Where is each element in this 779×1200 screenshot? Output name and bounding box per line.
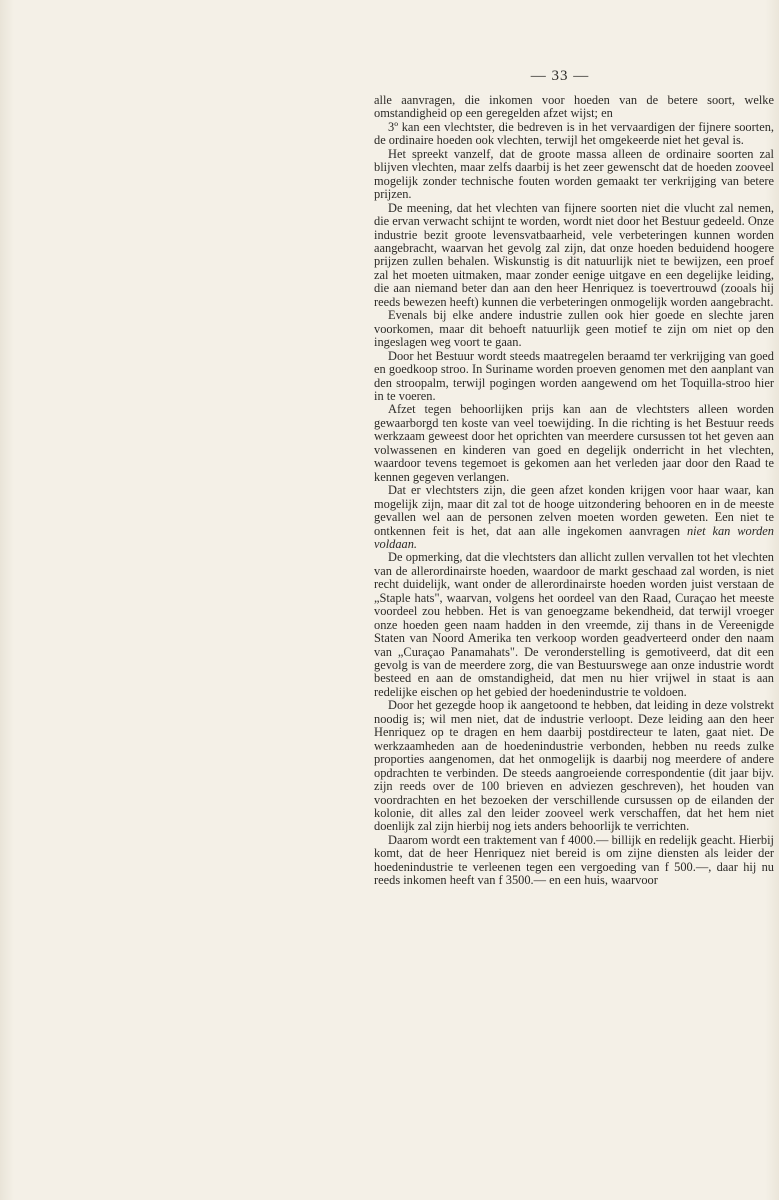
paragraph-9: De opmerking, dat die vlechtsters dan allicht zullen vervallen tot het vlechten van de allerordinairste hoeden, waardoor de markt geschaad zal worden, is niet recht duidelijk, want onder de allerordinairste hoeden worden juist verstaan de „Staple hats", waarvan, volgens het oordeel van den Raad, Curaçao het meeste voordeel zou hebben. Het is van genoegzame bekendheid, dat terwijl vroeger onze hoeden geen naam hadden in den vreemde, zij thans in de Vereenigde Staten van Noord Amerika ten verkoop worden geadverteerd onder den naam van „Curaçao Panamahats". De veronderstelling is gemotiveerd, dat dit een gevolg is van de meerdere zorg, die van Bestuurswege aan onze industrie wordt besteed en aan de omstandigheid, dat men nu hier vrijwel in staat is aan redelijke eischen op het gebied der hoedenindustrie te voldoen. [374,550,774,699]
paragraph-4: De meening, dat het vlechten van fijnere soorten niet die vlucht zal nemen, die ervan verwacht schijnt te worden, wordt niet door het Bestuur gedeeld. Onze industrie bezit groote levensvatbaarheid, vele verbeteringen kunnen worden aangebracht, waarvan het gevolg zal zijn, dat onze hoeden beduidend hoogere prijzen zullen behalen. Wiskunstig is dit natuurlijk niet te bewijzen, een proef zal het moeten uitmaken, maar zonder eenige uitgave en een degelijke leiding, die aan niemand beter dan aan den heer Henriquez is toevertrouwd (zooals hij reeds bewezen heeft) kunnen die verbeteringen onmogelijk worden aangebracht. [374,200,774,309]
paragraph-10: Door het gezegde hoop ik aangetoond te hebben, dat leiding in deze volstrekt noodig is; wil men niet, dat de industrie verloopt. Deze leiding aan den heer Henriquez op te dragen en hem daarbij postdirecteur te laten, gaat niet. De werkzaamheden aan de hoedenindustrie verbonden, hebben nu reeds zulke proporties aangenomen, dat het onmogelijk is daarbij nog meerdere of andere opdrachten te verbinden. De steeds aangroeiende correspondentie (dit jaar bijv. zijn reeds over de 100 brieven en adviezen geschreven), het houden van voordrachten en het bezoeken der verschillende cursussen op de eilanden der kolonie, dit alles zal den leider zooveel werk verschaffen, dat het hem niet doenlijk zal zijn hierbij nog iets anders behoorlijk te verrichten. [374,698,774,834]
page-number: — 33 — [530,68,590,84]
paragraph-11: Daarom wordt een traktement van f 4000.— billijk en redelijk geacht. Hierbij komt, dat de heer Henriquez niet bereid is om zijne diensten als leider der hoedenindustrie te verleenen tegen een vergoeding van f 500.—, daar hij nu reeds inkomen heeft van f 3500.— en een huis, waarvoor [374,832,774,888]
paragraph-6: Door het Bestuur wordt steeds maatregelen beraamd ter verkrijging van goed en goedkoop stroo. In Suriname worden proeven genomen met den aanplant van den stroopalm, terwijl pogingen worden aangewend om het Toquilla-stroo hier in te voeren. [374,348,774,403]
paragraph-5: Evenals bij elke andere industrie zullen ook hier goede en slechte jaren voorkomen, maar dit behoeft natuurlijk geen motief te zijn om niet op den ingeslagen weg voort te gaan. [374,308,774,350]
paragraph-3: Het spreekt vanzelf, dat de groote massa alleen de ordinaire soorten zal blijven vlechten, maar zelfs daarbij is het zeer gewenscht dat de hoeden zooveel mogelijk zonder technische fouten worden gemaakt ter verkrijging van betere prijzen. [374,146,774,202]
body-text [374,94,774,888]
paragraph-2: 3º kan een vlechtster, die bedreven is in het vervaardigen der fijnere soorten, de ordinaire hoeden ook vlechten, terwijl het omgekeerde niet het geval is. [374,119,774,148]
paragraph-8 [374,484,774,551]
paragraph-8-text: Dat er vlechtsters zijn, die geen afzet konden krijgen voor haar waar, kan mogelijk zijn, maar dit zal tot de hooge uitzondering behooren en in de meeste gevallen wel aan de personen zelven moeten worden geweten. Een niet te ontkennen feit is het, dat aan alle ingekomen aanvragen [374,483,774,538]
paragraph-1: alle aanvragen, die inkomen voor hoeden van de betere soort, welke omstandigheid op een geregelden afzet wijst; en [374,93,774,121]
paragraph-7: Afzet tegen behoorlijken prijs kan aan de vlechtsters alleen worden gewaarborgd ten koste van veel toewijding. In die richting is het Bestuur reeds werkzaam geweest door het oprichten van meerdere cursussen tot het geven aan volwassenen en kinderen van goed en degelijk onderricht in het vlechten, waardoor tevens tegemoet is gekomen aan het verleden jaar door den Raad te kennen gegeven verlangen. [374,402,774,484]
paragraph-8-emphasis: niet kan worden voldaan. [374,523,774,551]
